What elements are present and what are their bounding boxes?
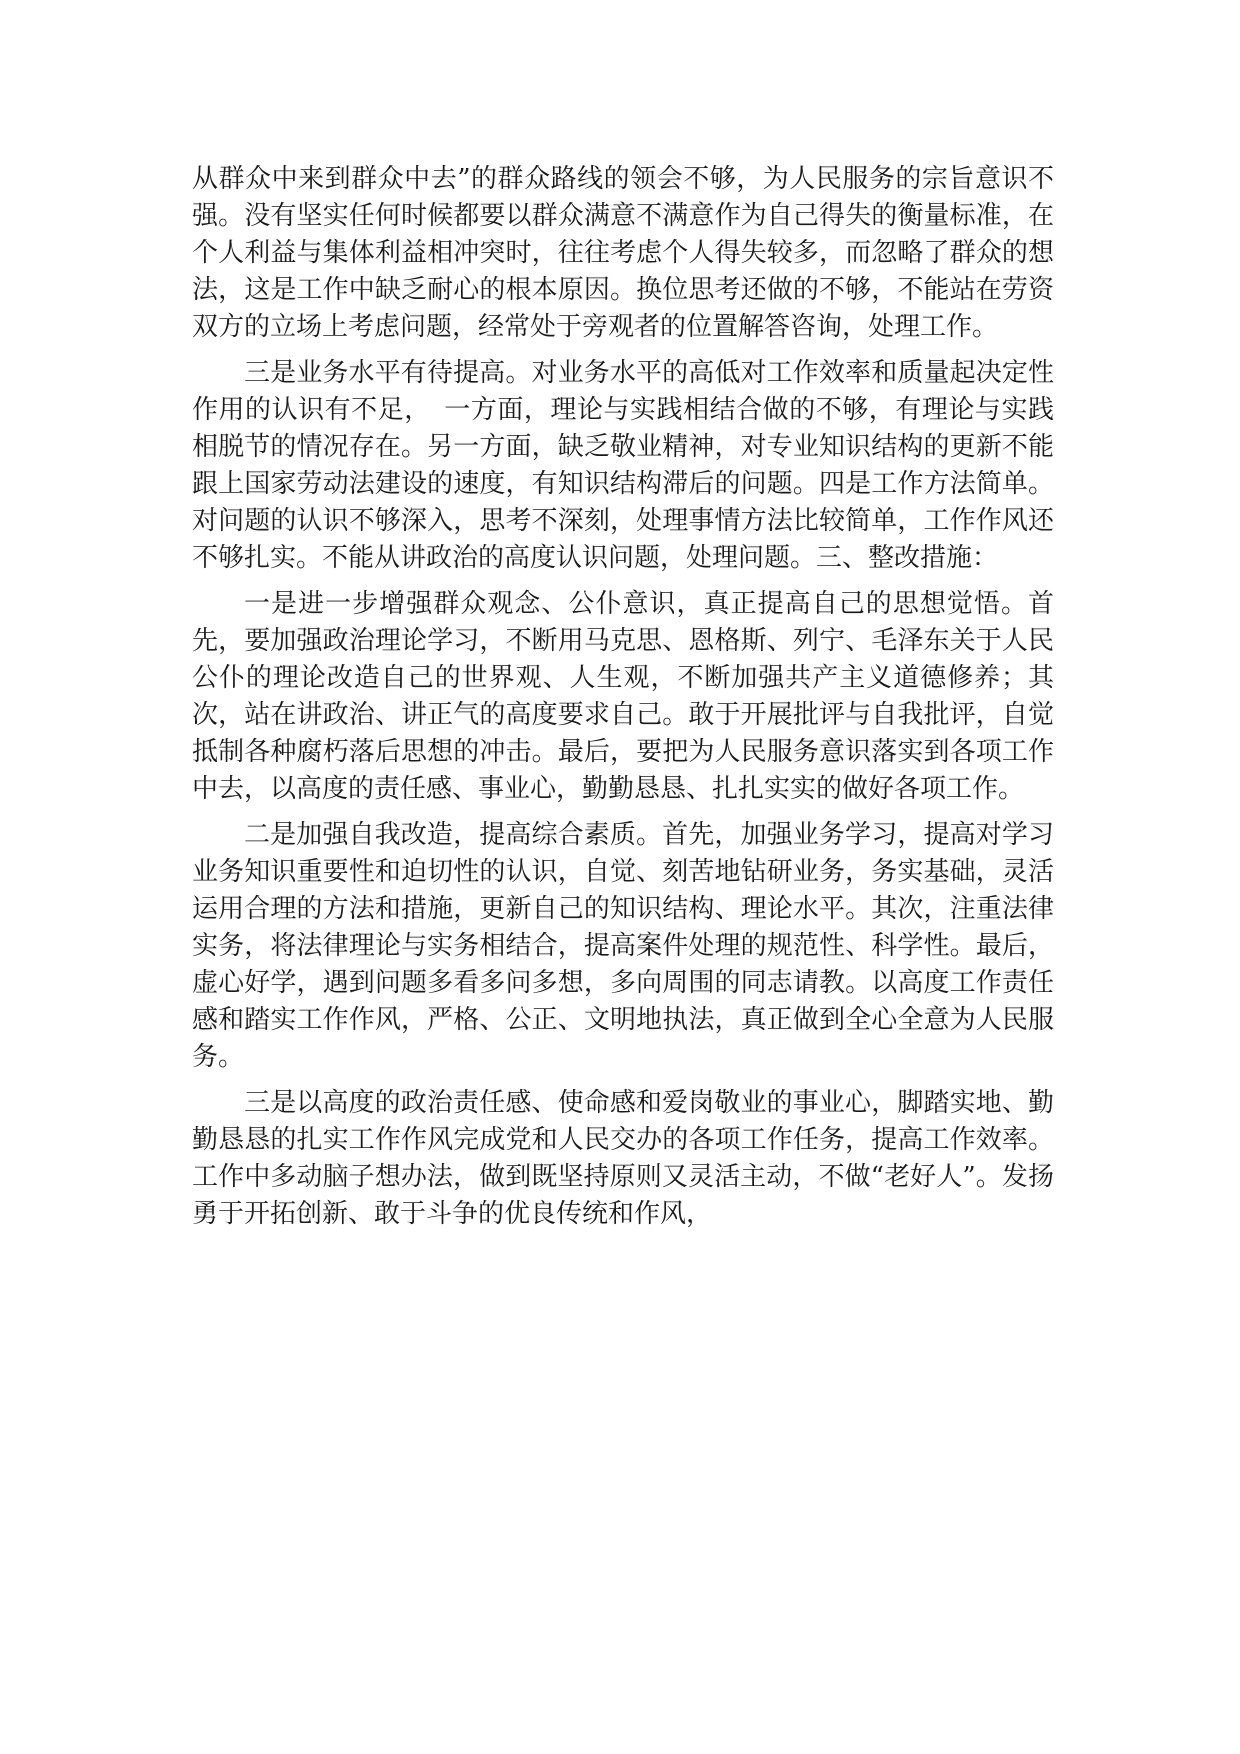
paragraph-1: 从群众中来到群众中去”的群众路线的领会不够，为人民服务的宗旨意识不强。没有坚实任何时候都要以群众满意不满意作为自己得失的衡量标准，在个人利益与集体利益相冲突时，往往考虑个人得失较多，而忽略了群众的想法，这是工作中缺乏耐心的根本原因。换位思考还做的不够，不能站在劳资双方的立场上考虑问题，经常处于旁观者的位置解答咨询，处理工作。: [192, 164, 1054, 342]
document-body: [192, 161, 1054, 1242]
paragraph-5: 三是以高度的政治责任感、使命感和爱岗敬业的事业心，脚踏实地、勤勤恳恳的扎实工作作风完成党和人民交办的各项工作任务，提高工作效率。工作中多动脑子想办法，做到既坚持原则又灵活主动，不做“老好人”。发扬勇于开拓创新、敢于斗争的优良传统和作风，: [192, 1088, 1054, 1229]
paragraph-2: 三是业务水平有待提高。对业务水平的高低对工作效率和质量起决定性作用的认识有不足， 一方面，理论与实践相结合做的不够，有理论与实践相脱节的情况存在。另一方面，缺乏敬业精神，对专业知识结构的更新不能跟上国家劳动法建设的速度，有知识结构滞后的问题。四是工作方法简单。对问题的认识不够深入，思考不深刻，处理事情方法比较简单，工作作风还不够扎实。不能从讲政治的高度认识问题，处理问题。三、整改措施：: [192, 358, 1054, 573]
paragraph-4: 二是加强自我改造，提高综合素质。首先，加强业务学习，提高对学习业务知识重要性和迫切性的认识，自觉、刻苦地钻研业务，务实基础，灵活运用合理的方法和措施，更新自己的知识结构、理论水平。其次，注重法律实务，将法律理论与实务相结合，提高案件处理的规范性、科学性。最后，虚心好学，遇到问题多看多问多想，多向周围的同志请教。以高度工作责任感和踏实工作作风，严格、公正、文明地执法，真正做到全心全意为人民服务。: [192, 820, 1054, 1072]
paragraph-3: 一是进一步增强群众观念、公仆意识，真正提高自己的思想觉悟。首先，要加强政治理论学习，不断用马克思、恩格斯、列宁、毛泽东关于人民公仆的理论改造自己的世界观、人生观，不断加强共产主义道德修养；其次，站在讲政治、讲正气的高度要求自己。敢于开展批评与自我批评，自觉抵制各种腐朽落后思想的冲击。最后，要把为人民服务意识落实到各项工作中去，以高度的责任感、事业心，勤勤恳恳、扎扎实实的做好各项工作。: [192, 589, 1054, 804]
